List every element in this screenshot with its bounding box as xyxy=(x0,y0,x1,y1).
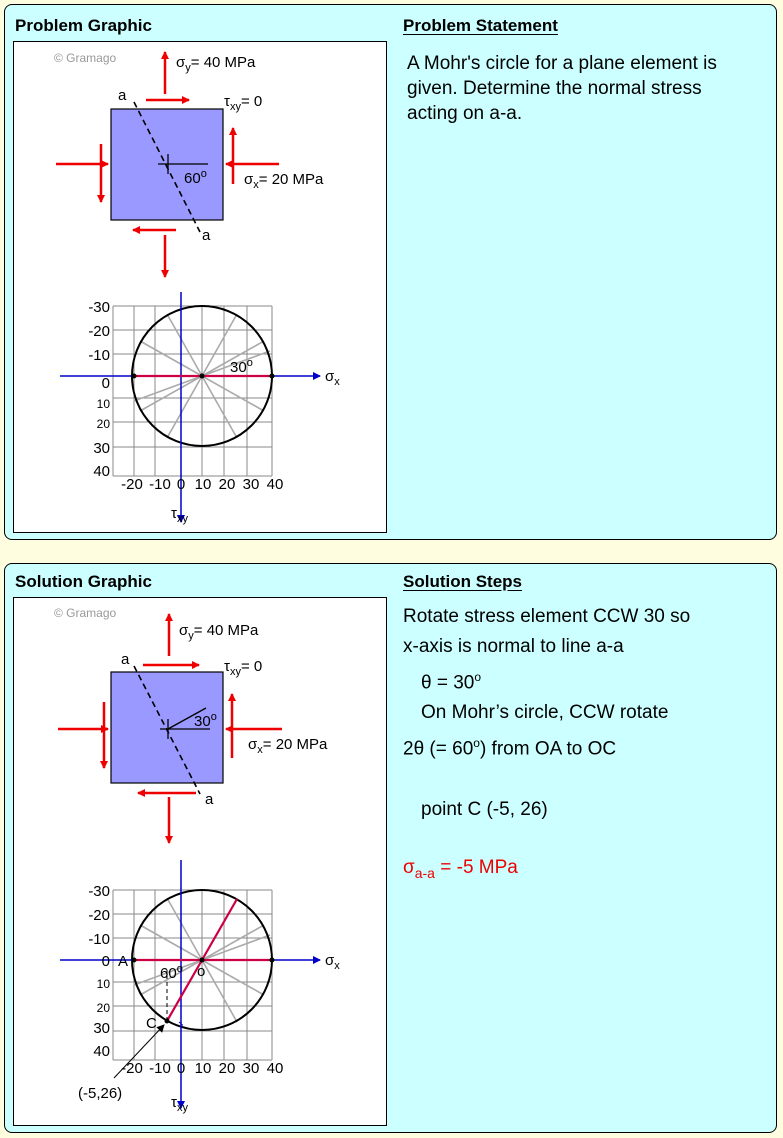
solution-graphic-heading: Solution Graphic xyxy=(15,572,152,591)
step-result: $\sigma_{a-a} = -5$ MPa xyxy=(403,856,518,881)
x-tick-labels xyxy=(121,476,283,493)
svg-text:40: 40 xyxy=(93,1043,110,1060)
step-theta: $\theta = 30^o$ xyxy=(421,670,482,694)
svg-text:0: 0 xyxy=(101,953,110,970)
statement-line-1: A Mohr's circle for a plane element is xyxy=(407,53,717,74)
svg-text:0: 0 xyxy=(101,375,110,392)
point-C-label: C xyxy=(146,1015,157,1032)
problem-graphic-heading: Problem Graphic xyxy=(15,16,152,35)
statement-line-3: acting on a-a. xyxy=(407,103,523,124)
tau-xy-axis-label: $\tau_{xy}$ xyxy=(171,1094,188,1114)
point-C-dot xyxy=(165,1019,170,1024)
svg-text:20: 20 xyxy=(96,417,110,431)
svg-text:40: 40 xyxy=(266,1060,284,1077)
y-tick-labels xyxy=(88,299,110,480)
point-sigma-y xyxy=(270,374,275,379)
svg-text:40: 40 xyxy=(93,463,110,480)
point-sigma-x xyxy=(132,374,137,379)
svg-text:30: 30 xyxy=(242,476,260,493)
solution-graphic-box xyxy=(13,597,387,1126)
step-line-1: Rotate stress element CCW 30 so xyxy=(403,606,691,627)
x-tick-labels xyxy=(121,1060,283,1077)
coord-label: (-5,26) xyxy=(78,1085,123,1102)
svg-text:-20: -20 xyxy=(88,907,110,924)
sigma-x-label: $\sigma_x= 20$ MPa xyxy=(248,736,328,756)
svg-text:-20: -20 xyxy=(88,323,110,340)
label-a-top: a xyxy=(118,87,127,104)
svg-text:-30: -30 xyxy=(88,299,110,316)
step-line-4: On Mohr’s circle, CCW rotate xyxy=(421,702,669,724)
svg-text:30: 30 xyxy=(93,1020,110,1037)
label-a-bottom: a xyxy=(205,791,214,808)
grid xyxy=(113,306,272,476)
tau-xy-axis-label: $\tau_{xy}$ xyxy=(171,505,188,525)
point-O-dot xyxy=(200,958,205,963)
copyright-text: © Gramago xyxy=(54,606,117,620)
svg-text:-10: -10 xyxy=(88,347,110,364)
svg-text:20: 20 xyxy=(218,476,236,493)
sigma-y-label: $\sigma_y= 40$ MPa xyxy=(179,622,259,642)
circle-angle-label: 30$^o$ xyxy=(230,357,253,376)
svg-text:10: 10 xyxy=(194,476,212,493)
svg-text:-30: -30 xyxy=(88,883,110,900)
svg-text:10: 10 xyxy=(96,977,110,991)
svg-text:-10: -10 xyxy=(88,931,110,948)
svg-text:-10: -10 xyxy=(149,1060,171,1077)
solution-panel xyxy=(4,563,777,1133)
point-center xyxy=(200,374,205,379)
step-point-c: point C (-5, 26) xyxy=(421,798,548,820)
svg-text:10: 10 xyxy=(194,1060,212,1077)
step-line-5: 2θ (= $60^o$) from OA to OC xyxy=(403,736,617,760)
svg-text:40: 40 xyxy=(266,476,284,493)
label-a-top: a xyxy=(121,651,130,668)
label-a-bottom: a xyxy=(202,227,211,244)
sigma-x-axis-label: $\sigma_x$ xyxy=(325,952,340,972)
mohr-circle-chart xyxy=(60,860,340,1114)
problem-panel xyxy=(4,4,777,540)
circle-angle-label: 60$^o$ xyxy=(160,963,183,982)
tau-xy-label: $\tau_{xy}= 0$ xyxy=(224,93,263,113)
copyright-text: © Gramago xyxy=(54,51,117,65)
mohr-circle-chart xyxy=(60,292,340,525)
problem-statement-heading: Problem Statement xyxy=(403,16,558,35)
point-sigma-y xyxy=(270,958,275,963)
statement-line-2: given. Determine the normal stress xyxy=(407,78,702,99)
svg-text:30: 30 xyxy=(93,440,110,457)
solution-steps-text xyxy=(403,602,690,887)
svg-text:20: 20 xyxy=(96,1001,110,1015)
problem-statement-text xyxy=(407,51,717,126)
point-O-label: o xyxy=(197,963,206,980)
sigma-x-axis-label: $\sigma_x$ xyxy=(325,368,340,388)
svg-text:-10: -10 xyxy=(149,476,171,493)
stress-element xyxy=(111,87,223,244)
svg-text:30: 30 xyxy=(242,1060,260,1077)
stress-element xyxy=(111,651,223,808)
point-A-label: A xyxy=(118,953,129,970)
svg-text:0: 0 xyxy=(176,1060,186,1077)
problem-graphic-box xyxy=(13,41,387,533)
solution-graphic-svg xyxy=(14,598,388,1127)
point-A-dot xyxy=(132,958,137,963)
svg-text:10: 10 xyxy=(96,397,110,411)
svg-text:0: 0 xyxy=(176,476,186,493)
y-tick-labels xyxy=(88,883,110,1060)
tau-xy-label: $\tau_{xy}= 0$ xyxy=(224,658,263,678)
problem-graphic-svg xyxy=(14,42,388,534)
sigma-x-label: $\sigma_x= 20$ MPa xyxy=(244,171,324,191)
svg-text:20: 20 xyxy=(218,1060,236,1077)
solution-steps-heading: Solution Steps xyxy=(403,572,522,591)
svg-text:-20: -20 xyxy=(121,476,143,493)
svg-text:-20: -20 xyxy=(121,1060,143,1077)
element-angle-label: 30$^o$ xyxy=(194,711,217,730)
element-angle-label: 60$^o$ xyxy=(184,168,207,187)
sigma-y-label: $\sigma_y= 40$ MPa xyxy=(176,54,256,74)
step-line-2: x-axis is normal to line a-a xyxy=(403,636,624,657)
